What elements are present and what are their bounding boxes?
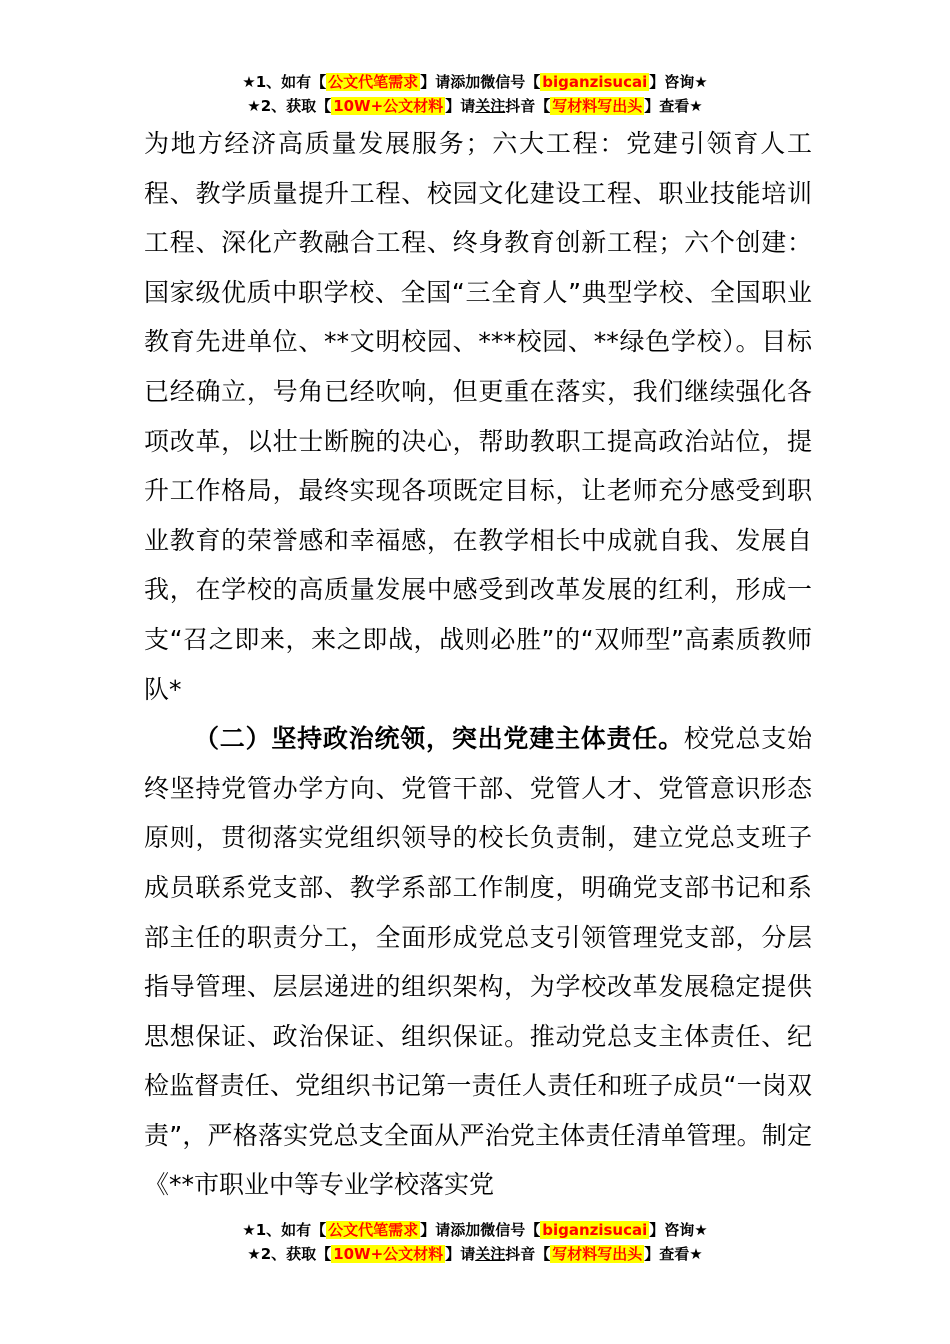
banner-line2-prefix: ★2、获取【 bbox=[247, 97, 332, 115]
banner-line2-mid-b: 抖音【 bbox=[505, 97, 551, 115]
banner-line1-highlight-wechat: biganzisucai bbox=[542, 73, 648, 91]
footer-line1-suffix: 】咨询★ bbox=[649, 1221, 708, 1239]
footer-line2-prefix: ★2、获取【 bbox=[247, 1245, 332, 1263]
banner-line-1 bbox=[0, 70, 950, 94]
banner-line-2 bbox=[0, 94, 950, 118]
banner-line2-highlight-douyin: 写材料写出头 bbox=[552, 97, 643, 115]
document-body bbox=[144, 119, 812, 1210]
banner-line1-prefix: ★1、如有【 bbox=[242, 73, 327, 91]
footer-line1-prefix: ★1、如有【 bbox=[242, 1221, 327, 1239]
header-banner bbox=[0, 70, 950, 118]
footer-line1-highlight-service: 公文代笔需求 bbox=[328, 1221, 419, 1239]
banner-line2-mid-underlined: 关注 bbox=[475, 97, 506, 115]
footer-banner bbox=[0, 1218, 950, 1266]
footer-line2-suffix: 】查看★ bbox=[644, 1245, 703, 1263]
body-paragraph-2 bbox=[144, 714, 812, 1210]
footer-banner-line-1 bbox=[0, 1218, 950, 1242]
body-paragraph-2-text: 校党总支始终坚持党管办学方向、党管干部、党管人才、党管意识形态原则，贯彻落实党组织领导的校长负责制，建立党总支班子成员联系党支部、教学系部工作制度，明确党支部书记和系部主任的职责分工，全面形成党总支引领管理党支部，分层指导管理、层层递进的组织架构，为学校改革发展稳定提供思想保证、政治保证、组织保证。推动党总支主体责任、纪检监督责任、党组织书记第一责任人责任和班子成员“一岗双责”，严格落实党总支全面从严治党主体责任清单管理。制定《**市职业中等专业学校落实党 bbox=[144, 724, 812, 1200]
body-paragraph-1: 为地方经济高质量发展服务；六大工程：党建引领育人工程、教学质量提升工程、校园文化建设工程、职业技能培训工程、深化产教融合工程、终身教育创新工程；六个创建：国家级优质中职学校、全国“三全育人”典型学校、全国职业教育先进单位、**文明校园、***校园、**绿色学校）。目标已经确立，号角已经吹响，但更重在落实，我们继续强化各项改革，以壮士断腕的决心，帮助教职工提高政治站位，提升工作格局，最终实现各项既定目标，让老师充分感受到职业教育的荣誉感和幸福感，在教学相长中成就自我、发展自我，在学校的高质量发展中感受到改革发展的红利，形成一支“召之即来，来之即战，战则必胜”的“双师型”高素质教师队* bbox=[144, 129, 812, 704]
banner-line1-suffix: 】咨询★ bbox=[649, 73, 708, 91]
footer-line2-mid-a: 】请 bbox=[445, 1245, 476, 1263]
banner-line2-mid-a: 】请 bbox=[445, 97, 476, 115]
footer-line1-mid: 】请添加微信号【 bbox=[420, 1221, 541, 1239]
footer-line2-highlight-materials: 10W+公文材料 bbox=[333, 1245, 444, 1263]
banner-line2-suffix: 】查看★ bbox=[644, 97, 703, 115]
section-heading-2: （二）坚持政治统领，突出党建主体责任。 bbox=[194, 724, 684, 754]
footer-banner-line-2 bbox=[0, 1242, 950, 1266]
footer-line2-mid-b: 抖音【 bbox=[505, 1245, 551, 1263]
banner-line1-highlight-service: 公文代笔需求 bbox=[328, 73, 419, 91]
banner-line2-highlight-materials: 10W+公文材料 bbox=[333, 97, 444, 115]
banner-line1-mid: 】请添加微信号【 bbox=[420, 73, 541, 91]
footer-line2-mid-underlined: 关注 bbox=[475, 1245, 506, 1263]
footer-line1-highlight-wechat: biganzisucai bbox=[542, 1221, 648, 1239]
footer-line2-highlight-douyin: 写材料写出头 bbox=[552, 1245, 643, 1263]
